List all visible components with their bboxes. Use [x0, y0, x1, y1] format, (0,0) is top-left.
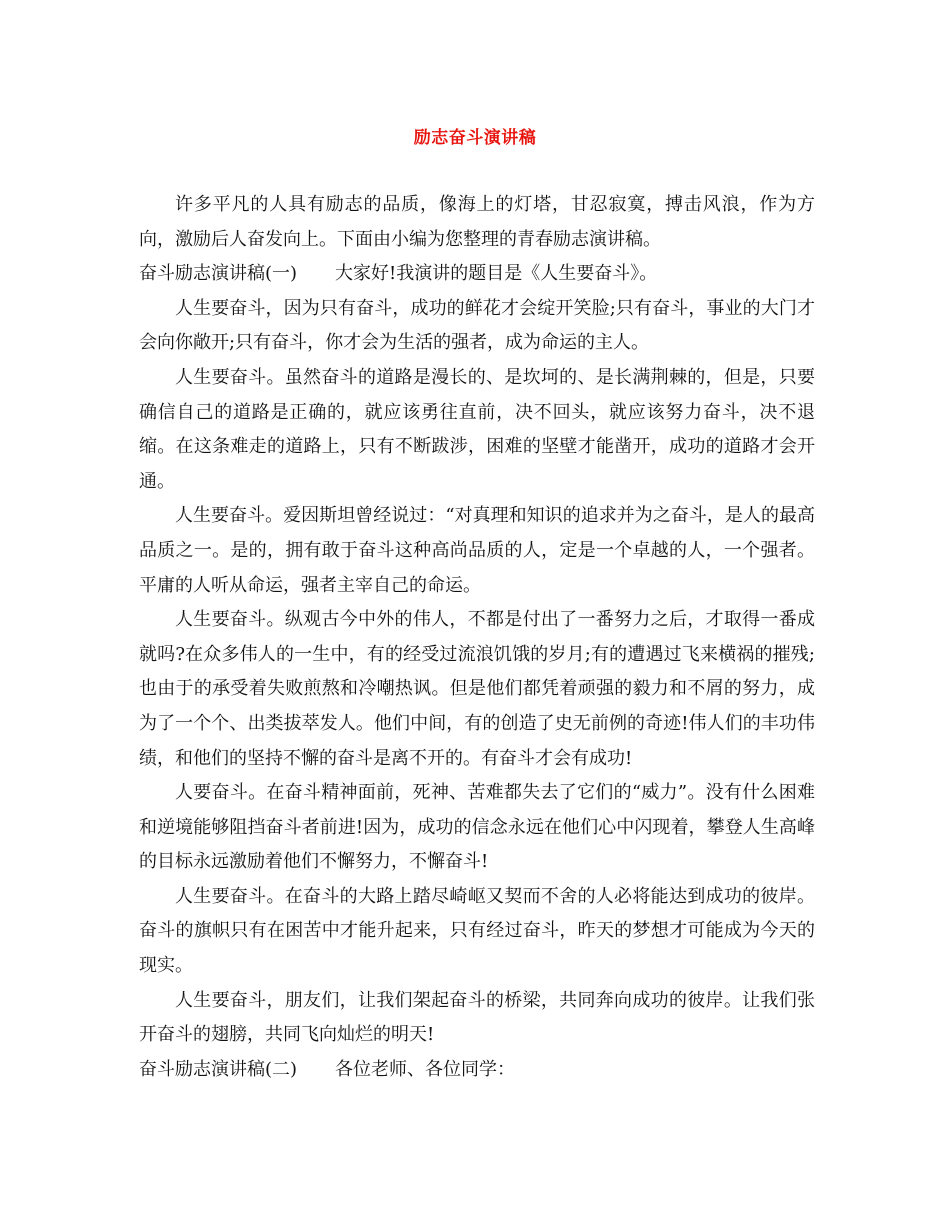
- body-paragraph: 人生要奋斗。虽然奋斗的道路是漫长的、是坎坷的、是长满荆棘的，但是，只要确信自己的道路是正确的，就应该勇往直前，决不回头，就应该努力奋斗，决不退缩。在这条难走的道路上，只有不断跋涉，困难的坚壁才能凿开，成功的道路才会开通。: [139, 366, 815, 492]
- section-one-opening: 大家好!我演讲的题目是《人生要奋斗》。: [335, 263, 658, 285]
- document-title: 励志奋斗演讲稿: [413, 128, 537, 148]
- body-paragraph: 人生要奋斗。在奋斗的大路上踏尽崎岖又契而不舍的人必将能达到成功的彼岸。奋斗的旗帜只有在困苦中才能升起来，只有经过奋斗，昨天的梦想才可能成为今天的现实。: [139, 885, 815, 977]
- intro-paragraph: 许多平凡的人具有励志的品质，像海上的灯塔，甘忍寂寞，搏击风浪，作为方向，激励后人奋发向上。下面由小编为您整理的青春励志演讲稿。: [139, 194, 815, 250]
- body-paragraph: 人生要奋斗，因为只有奋斗，成功的鲜花才会绽开笑脸;只有奋斗，事业的大门才会向你敞开;只有奋斗，你才会为生活的强者，成为命运的主人。: [139, 297, 815, 354]
- section-one-heading-line: [139, 257, 815, 292]
- section-two-heading: 奋斗励志演讲稿(二): [139, 1058, 298, 1080]
- section-two-opening: 各位老师、各位同学：: [335, 1058, 516, 1080]
- body-paragraph: 人生要奋斗。爱因斯坦曾经说过：“对真理和知识的追求并为之奋斗，是人的最高品质之一。是的，拥有敢于奋斗这种高尚品质的人，定是一个卓越的人，一个强者。平庸的人听从命运，强者主宰自己的命运。: [139, 505, 815, 596]
- body-paragraph: 人生要奋斗，朋友们，让我们架起奋斗的桥梁，共同奔向成功的彼岸。让我们张开奋斗的翅膀，共同飞向灿烂的明天!: [139, 989, 815, 1046]
- document-body: [139, 188, 815, 1087]
- section-one-heading: 奋斗励志演讲稿(一): [139, 263, 298, 285]
- section-two-heading-line: [139, 1053, 815, 1088]
- body-paragraph: 人要奋斗。在奋斗精神面前，死神、苦难都失去了它们的“威力”。没有什么困难和逆境能够阻挡奋斗者前进!因为，成功的信念永远在他们心中闪现着，攀登人生高峰的目标永远激励着他们不懈努力，不懈奋斗!: [139, 782, 815, 873]
- body-paragraph: 人生要奋斗。纵观古今中外的伟人，不都是付出了一番努力之后，才取得一番成就吗?在众多伟人的一生中，有的经受过流浪饥饿的岁月;有的遭遇过飞来横祸的摧残;也由于的承受着失败煎熬和冷嘲热讽。但是他们都凭着顽强的毅力和不屑的努力，成为了一个个、出类拔萃发人。他们中间，有的创造了史无前例的奇迹!伟人们的丰功伟绩，和他们的坚持不懈的奋斗是离不开的。有奋斗才会有成功!: [139, 609, 815, 769]
